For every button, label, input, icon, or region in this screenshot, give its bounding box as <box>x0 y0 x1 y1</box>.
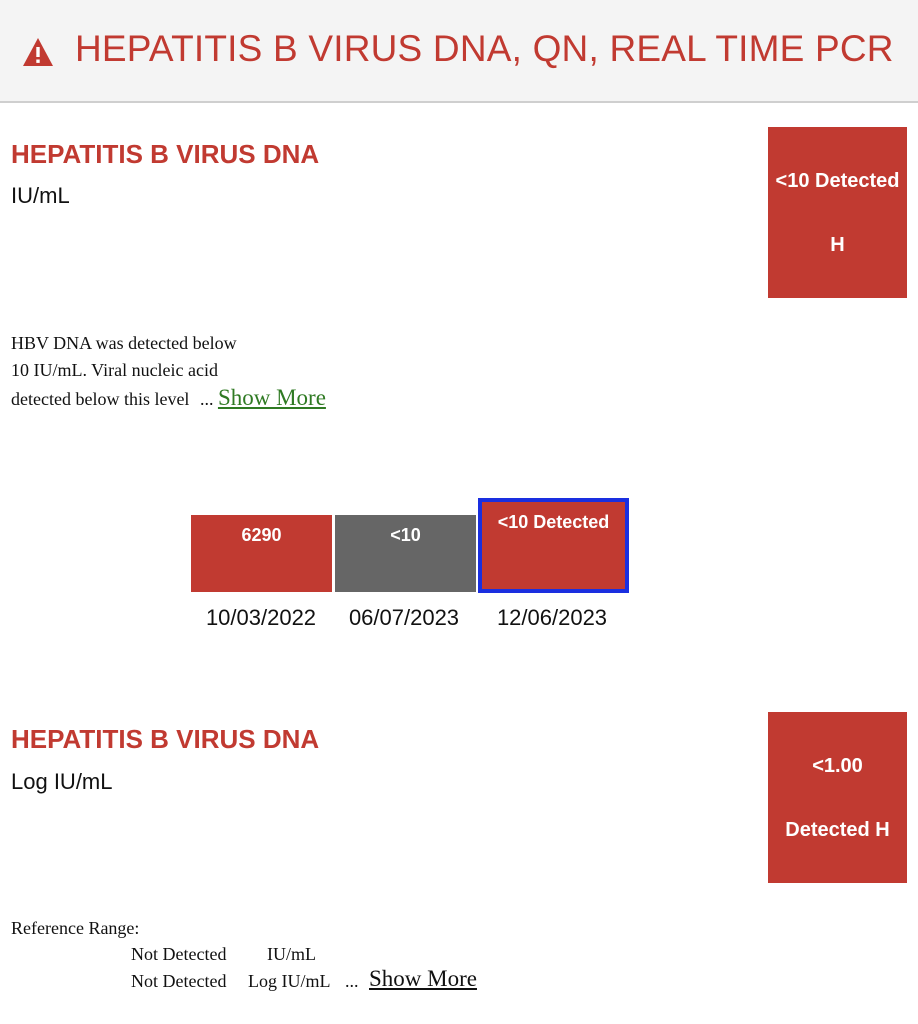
reference-unit: Log IU/mL <box>248 971 331 991</box>
reference-value: Not Detected <box>131 944 227 964</box>
history-date: 12/06/2023 <box>496 605 608 630</box>
page-title: HEPATITIS B VIRUS DNA, QN, REAL TIME PCR <box>75 28 894 69</box>
result-unit: Log IU/mL <box>11 769 113 794</box>
history-value: <10 <box>390 525 421 545</box>
reference-value: Not Detected <box>131 971 227 991</box>
history-date: 06/07/2023 <box>348 605 460 630</box>
result-flag: Detected H <box>785 819 890 841</box>
note-line-text: detected below this level <box>11 389 190 409</box>
history-bar-1[interactable] <box>191 515 332 592</box>
result-unit: IU/mL <box>11 183 70 208</box>
result-value: <10 Detected <box>775 170 900 192</box>
result-note <box>11 330 326 413</box>
note-line <box>11 384 326 413</box>
note-line: HBV DNA was detected below <box>11 333 237 353</box>
result-name: HEPATITIS B VIRUS DNA <box>11 724 320 754</box>
history-date: 10/03/2022 <box>205 605 317 630</box>
result-flag: H <box>830 234 845 256</box>
history-bar-3-selected[interactable] <box>478 498 629 593</box>
result-value-badge <box>768 127 907 298</box>
note-line: 10 IU/mL. Viral nucleic acid <box>11 360 219 380</box>
history-bar-2[interactable] <box>335 515 476 592</box>
history-value: <10 Detected <box>497 512 610 532</box>
warning-triangle-icon <box>22 37 54 67</box>
reference-unit: IU/mL <box>267 944 316 964</box>
history-value: 6290 <box>241 525 282 545</box>
page-header <box>0 0 918 103</box>
result-value-badge <box>768 712 907 883</box>
show-more-link[interactable]: Show More <box>369 966 477 991</box>
result-name: HEPATITIS B VIRUS DNA <box>11 139 320 169</box>
reference-range-label: Reference Range: <box>11 918 140 938</box>
ellipsis: ... <box>345 971 359 991</box>
ellipsis: ... <box>199 389 214 409</box>
show-more-link[interactable]: Show More <box>217 385 326 410</box>
result-value: <1.00 <box>812 755 863 777</box>
